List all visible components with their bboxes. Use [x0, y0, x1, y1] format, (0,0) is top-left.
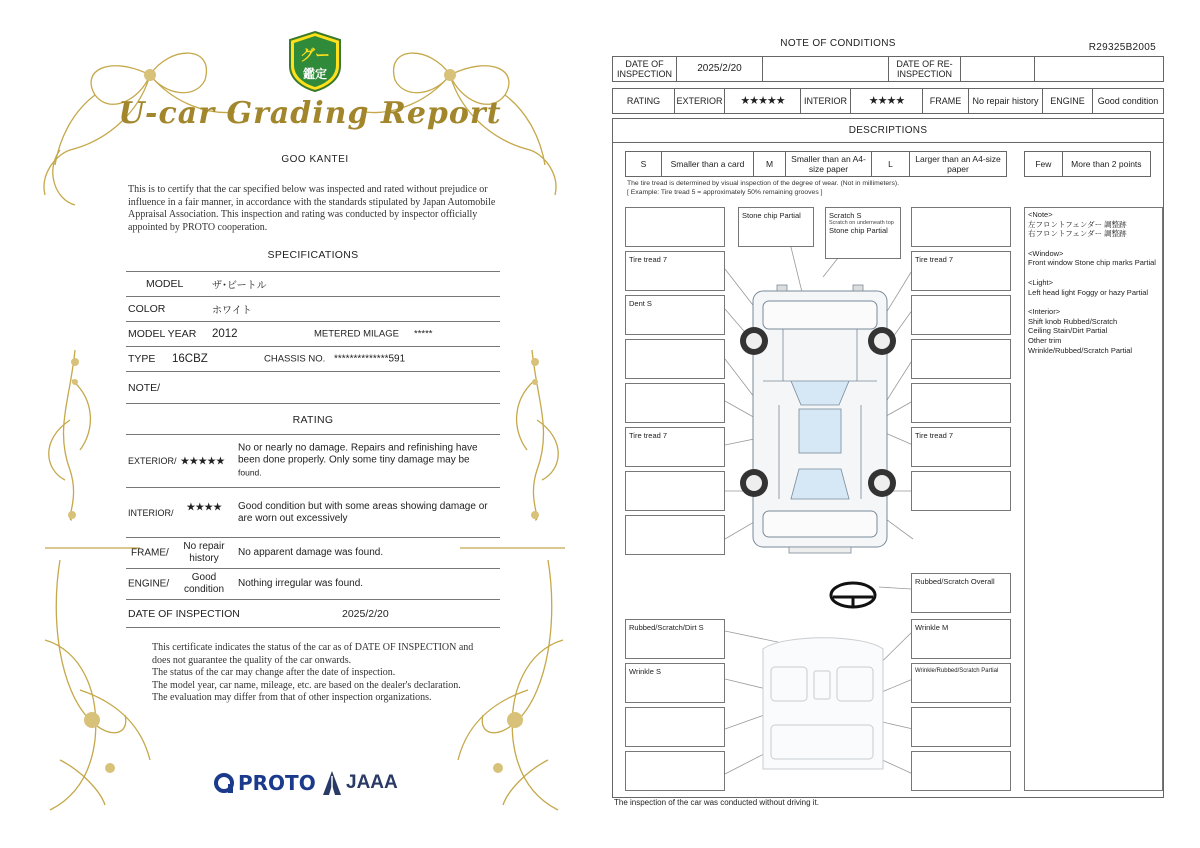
report-subtitle: GOO KANTEI: [281, 154, 349, 165]
damage-box-tire-front-right: Tire tread 7: [911, 251, 1011, 291]
few-legend: [1024, 151, 1151, 177]
damage-box-left-5: [625, 383, 725, 423]
rating-label: RATING: [613, 89, 675, 113]
damage-box-stone-chip-top: Stone chip Partial: [738, 207, 814, 247]
note-section: <Note> 左フロントフェンダー 調整跡 右フロントフェンダー 調整跡: [1028, 210, 1127, 239]
damage-box-scratch: [825, 207, 901, 259]
type-label: TYPE: [128, 353, 156, 365]
proto-logo: [214, 770, 316, 796]
interior-rating-row: [126, 488, 500, 538]
damage-box-dent: Dent S: [625, 295, 725, 335]
legend-few: Few: [1025, 152, 1063, 176]
reinspection-value-2: [1035, 57, 1163, 81]
model-value: ザ･ビートル: [212, 280, 267, 292]
certificate-disclaimer: This certificate indicates the status of the car as of DATE OF INSPECTION and does not guarantee the quality of the car onwards. The status of the car may change after the date of inspection. The model year, car name, mileage, etc. are based on the dealer's declaration. The evaluation may differ from that of other inspection organizations.: [152, 642, 474, 704]
inspection-disclaimer: The inspection of the car was conducted without driving it.: [614, 798, 819, 807]
note-row: [126, 372, 500, 404]
engine-rating-row: [126, 569, 500, 600]
rating-heading: RATING: [292, 414, 334, 426]
legend-s: S: [626, 152, 662, 176]
interior-label: INTERIOR: [801, 89, 851, 113]
damage-box-interior-r3: [911, 707, 1011, 747]
proto-brand-text: PROTO: [238, 771, 316, 795]
note-of-conditions: [612, 34, 1164, 814]
exterior-description-main: No or nearly no damage. Repairs and refinishing have been done properly. Only some tiny damage may be: [238, 442, 478, 466]
interior-description: Good condition but with some areas showing damage or are worn out excessively: [238, 500, 488, 524]
damage-box-interior-r4: [911, 751, 1011, 791]
descriptions-panel: [612, 118, 1164, 798]
engine-value: Good condition: [183, 572, 225, 595]
frame-description: No apparent damage was found.: [238, 547, 384, 558]
damage-box-right-4: [911, 339, 1011, 379]
empty-cell: [763, 57, 889, 81]
specifications-heading: SPECIFICATIONS: [267, 249, 359, 261]
jaaa-brand-text: JAAA: [346, 772, 398, 793]
light-section: <Light> Left head light Foggy or hazy Partial: [1028, 277, 1149, 297]
legend-few-desc: More than 2 points: [1071, 159, 1142, 169]
engine-label: ENGINE: [1043, 89, 1093, 113]
damage-box-ceiling: Rubbed/Scratch/Dirt S: [625, 619, 725, 659]
engine-label: ENGINE/: [128, 578, 170, 590]
metered-milage-label: METERED MILAGE: [314, 328, 399, 340]
interior-stars: ★★★★: [186, 501, 222, 514]
damage-box-left-7: [625, 471, 725, 511]
proto-mark-icon: [214, 772, 234, 794]
exterior-stars: ★★★★★: [180, 455, 225, 468]
type-value: 16CBZ: [172, 353, 208, 365]
frame-label: FRAME/: [131, 547, 169, 559]
report-code: R29325B2005: [1088, 42, 1156, 53]
interior-stars: ★★★★: [851, 89, 923, 113]
condition-notes-panel: [1024, 207, 1163, 791]
exterior-rating-row: [126, 434, 500, 488]
exterior-description-tail: found.: [238, 467, 262, 478]
legend-l: L: [872, 152, 910, 176]
tire-tread-explanation: The tire tread is determined by visual inspection of the degree of wear. (Not in millimeters). [ Example: Tire tread 5 = approximately 50% remaining grooves ]: [627, 180, 899, 196]
inspection-dates-row: [612, 56, 1164, 82]
engine-description: Nothing irregular was found.: [238, 578, 364, 589]
note-title: NOTE OF CONDITIONS: [780, 38, 896, 49]
damage-box-left-4: [625, 339, 725, 379]
damage-box-tire-rear-right: Tire tread 7: [911, 427, 1011, 467]
stone-chip-partial-label: Stone chip Partial: [829, 226, 888, 235]
window-section: <Window> Front window Stone chip marks Partial: [1028, 248, 1156, 268]
exterior-label: EXTERIOR/: [128, 456, 177, 466]
scratch-sub-label: Scratch on underneath top: [829, 220, 894, 226]
color-label: COLOR: [128, 303, 166, 315]
damage-box-left-1: [625, 207, 725, 247]
rating-summary-row: [612, 88, 1164, 114]
frame-label: FRAME: [923, 89, 969, 113]
svg-text:グー: グー: [299, 46, 331, 64]
damage-box-right-3: [911, 295, 1011, 335]
reinspection-value-1: [961, 57, 1035, 81]
goo-kantei-logo: [286, 30, 344, 92]
legend-l-desc: Larger than an A4-size paper: [915, 154, 1001, 174]
damage-box-tire-rear-left: Tire tread 7: [625, 427, 725, 467]
model-year-value: 2012: [212, 328, 238, 340]
date-of-reinspection-label: DATE OF RE-INSPECTION: [889, 57, 961, 81]
svg-text:鑑定: 鑑定: [302, 67, 328, 81]
type-row: [126, 347, 500, 372]
exterior-label: EXTERIOR: [675, 89, 725, 113]
damage-box-wrinkle-m: Wrinkle M: [911, 619, 1011, 659]
scratch-label: Scratch S: [829, 211, 862, 220]
model-year-label: MODEL YEAR: [128, 328, 197, 340]
frame-value: No repair history: [969, 89, 1043, 113]
legend-s-desc: Smaller than a card: [662, 152, 754, 176]
date-of-inspection-value: 2025/2/20: [677, 57, 763, 81]
damage-box-interior-l3: [625, 707, 725, 747]
chassis-label: CHASSIS NO.: [264, 353, 326, 365]
legend-m: M: [754, 152, 786, 176]
damage-box-wrinkle-rubbed: Wrinkle/Rubbed/Scratch Partial: [911, 663, 1011, 703]
frame-rating-row: [126, 538, 500, 569]
jaaa-mark-icon: [322, 770, 342, 796]
damage-box-right-5: [911, 383, 1011, 423]
report-title: U-car Grading Report: [118, 96, 502, 131]
date-of-inspection-value: 2025/2/20: [342, 607, 389, 620]
model-year-row: [126, 322, 500, 347]
exterior-description: [238, 443, 500, 480]
chassis-value: **************591: [334, 353, 406, 365]
color-row: [126, 297, 500, 322]
wheel-icons: [740, 327, 896, 497]
jaaa-logo: [322, 770, 398, 796]
damage-box-tire-front-left: Tire tread 7: [625, 251, 725, 291]
damage-box-interior-l4: [625, 751, 725, 791]
damage-box-right-7: [911, 471, 1011, 511]
date-of-inspection-label: DATE OF INSPECTION: [613, 57, 677, 81]
damage-size-legend: [625, 151, 1007, 177]
damage-box-right-1: [911, 207, 1011, 247]
metered-milage-value: *****: [414, 328, 433, 340]
date-of-inspection-row: [126, 600, 500, 628]
damage-box-steering: Rubbed/Scratch Overall: [911, 573, 1011, 613]
model-row: [126, 271, 500, 297]
frame-value: No repair history: [183, 541, 225, 564]
legend-m-desc: Smaller than an A4-size paper: [786, 152, 872, 176]
damage-box-wrinkle-s: Wrinkle S: [625, 663, 725, 703]
damage-box-left-8: [625, 515, 725, 555]
exterior-stars: ★★★★★: [725, 89, 801, 113]
certification-statement: This is to certify that the car specified below was inspected and rated without prejudice or influence in a fair manner, in accordance with the standards stipulated by Japan Automobile Appraisal Association. This inspection and rating was conducted by inspector officially appointed by PROTO cooperation.: [128, 184, 496, 233]
interior-section: <Interior> Shift knob Rubbed/Scratch Ceiling Stain/Dirt Partial Other trim Wrinkle/Rubbed/Scratch Partial: [1028, 307, 1133, 355]
model-label: MODEL: [146, 278, 184, 290]
color-value: ホワイト: [212, 305, 252, 317]
note-label: NOTE/: [128, 381, 161, 394]
engine-value: Good condition: [1097, 96, 1159, 106]
date-of-inspection-label: DATE OF INSPECTION: [128, 607, 240, 620]
interior-label: INTERIOR/: [128, 507, 174, 518]
descriptions-heading: DESCRIPTIONS: [613, 119, 1163, 143]
